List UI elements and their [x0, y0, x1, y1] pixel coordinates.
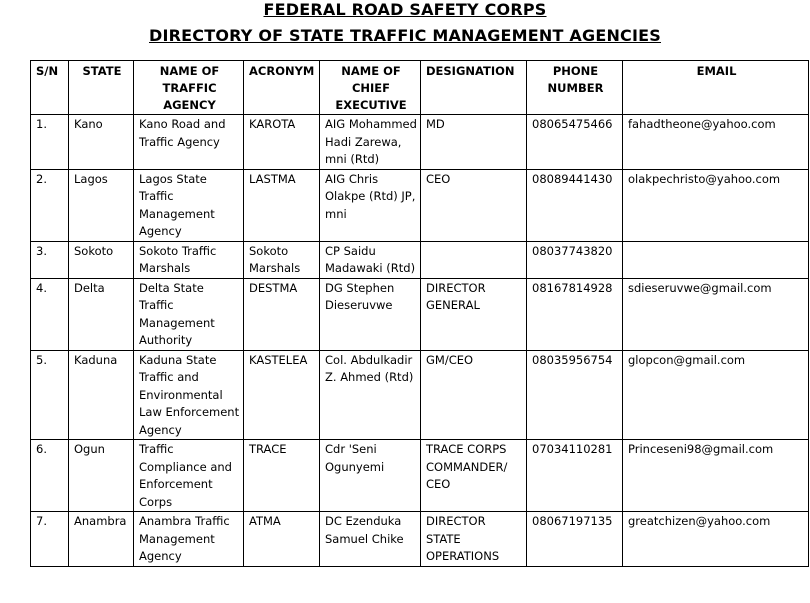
- cell-state: Lagos: [69, 169, 134, 241]
- table-row: [31, 440, 809, 512]
- cell-acronym: ATMA: [244, 512, 320, 567]
- cell-acronym: DESTMA: [244, 278, 320, 350]
- cell-email: glopcon@gmail.com: [623, 350, 809, 440]
- cell-acronym: Sokoto Marshals: [244, 241, 320, 278]
- cell-agency-name: Traffic Compliance and Enforcement Corps: [134, 440, 244, 512]
- cell-email: greatchizen@yahoo.com: [623, 512, 809, 567]
- cell-sn: 4.: [31, 278, 69, 350]
- cell-designation: TRACE CORPS COMMANDER/ CEO: [421, 440, 527, 512]
- cell-agency-name: Lagos State Traffic Management Agency: [134, 169, 244, 241]
- cell-phone: 08089441430: [527, 169, 623, 241]
- cell-chief-executive: AIG Chris Olakpe (Rtd) JP, mni: [320, 169, 421, 241]
- cell-agency-name: Delta State Traffic Management Authority: [134, 278, 244, 350]
- cell-state: Sokoto: [69, 241, 134, 278]
- cell-state: Anambra: [69, 512, 134, 567]
- cell-state: Delta: [69, 278, 134, 350]
- cell-phone: 08067197135: [527, 512, 623, 567]
- header-agency-name: NAME OF TRAFFIC AGENCY: [134, 61, 244, 115]
- cell-acronym: KASTELEA: [244, 350, 320, 440]
- cell-email: sdieseruvwe@gmail.com: [623, 278, 809, 350]
- header-phone: PHONE NUMBER: [527, 61, 623, 115]
- table-row: [31, 350, 809, 440]
- cell-email: olakpechristo@yahoo.com: [623, 169, 809, 241]
- cell-chief-executive: DG Stephen Dieseruvwe: [320, 278, 421, 350]
- cell-email: [623, 241, 809, 278]
- header-email: EMAIL: [623, 61, 809, 115]
- cell-sn: 3.: [31, 241, 69, 278]
- cell-chief-executive: Cdr 'Seni Ogunyemi: [320, 440, 421, 512]
- cell-sn: 5.: [31, 350, 69, 440]
- table-row: [31, 241, 809, 278]
- table-row: [31, 278, 809, 350]
- directory-table: [30, 60, 809, 567]
- cell-acronym: LASTMA: [244, 169, 320, 241]
- cell-agency-name: Kano Road and Traffic Agency: [134, 115, 244, 170]
- cell-email: fahadtheone@yahoo.com: [623, 115, 809, 170]
- cell-phone: 08065475466: [527, 115, 623, 170]
- cell-chief-executive: DC Ezenduka Samuel Chike: [320, 512, 421, 567]
- cell-phone: 08037743820: [527, 241, 623, 278]
- header-acronym: ACRONYM: [244, 61, 320, 115]
- cell-designation: GM/CEO: [421, 350, 527, 440]
- cell-state: Ogun: [69, 440, 134, 512]
- table-row: [31, 512, 809, 567]
- cell-phone: 08035956754: [527, 350, 623, 440]
- cell-agency-name: Sokoto Traffic Marshals: [134, 241, 244, 278]
- document-subtitle: DIRECTORY OF STATE TRAFFIC MANAGEMENT AGENCIES: [149, 26, 661, 45]
- cell-designation: DIRECTOR GENERAL: [421, 278, 527, 350]
- document-title: FEDERAL ROAD SAFETY CORPS: [263, 0, 547, 19]
- cell-sn: 2.: [31, 169, 69, 241]
- cell-sn: 6.: [31, 440, 69, 512]
- table-row: [31, 169, 809, 241]
- table-header-row: [31, 61, 809, 115]
- cell-designation: CEO: [421, 169, 527, 241]
- cell-acronym: KAROTA: [244, 115, 320, 170]
- cell-state: Kaduna: [69, 350, 134, 440]
- cell-acronym: TRACE: [244, 440, 320, 512]
- cell-sn: 1.: [31, 115, 69, 170]
- cell-agency-name: Kaduna State Traffic and Environmental Law Enforcement Agency: [134, 350, 244, 440]
- cell-chief-executive: AIG Mohammed Hadi Zarewa, mni (Rtd): [320, 115, 421, 170]
- table-row: [31, 115, 809, 170]
- cell-chief-executive: Col. Abdulkadir Z. Ahmed (Rtd): [320, 350, 421, 440]
- header-sn: S/N: [31, 61, 69, 115]
- cell-phone: 07034110281: [527, 440, 623, 512]
- cell-state: Kano: [69, 115, 134, 170]
- header-designation: DESIGNATION: [421, 61, 527, 115]
- cell-email: Princeseni98@gmail.com: [623, 440, 809, 512]
- cell-sn: 7.: [31, 512, 69, 567]
- cell-chief-executive: CP Saidu Madawaki (Rtd): [320, 241, 421, 278]
- header-chief-executive: NAME OF CHIEF EXECUTIVE: [320, 61, 421, 115]
- cell-agency-name: Anambra Traffic Management Agency: [134, 512, 244, 567]
- cell-designation: [421, 241, 527, 278]
- header-state: STATE: [69, 61, 134, 115]
- cell-designation: DIRECTOR STATE OPERATIONS: [421, 512, 527, 567]
- cell-phone: 08167814928: [527, 278, 623, 350]
- cell-designation: MD: [421, 115, 527, 170]
